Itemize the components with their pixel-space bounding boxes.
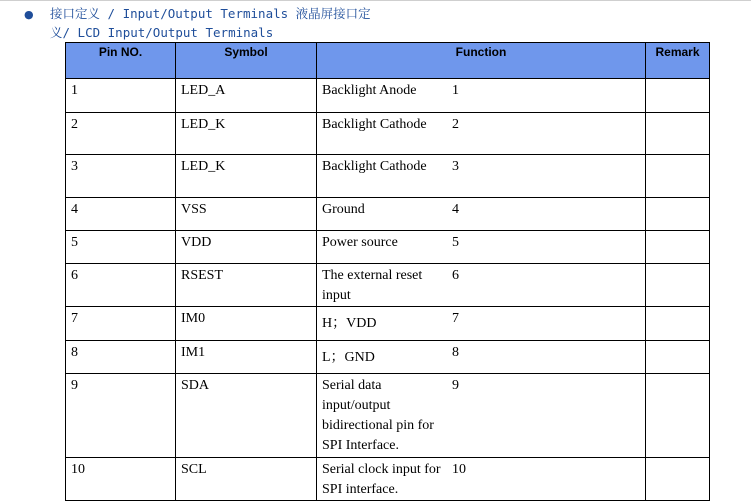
function-cell bbox=[317, 264, 646, 307]
function-text: Power source bbox=[322, 235, 398, 250]
function-number: 5 bbox=[452, 235, 459, 250]
function-text: Backlight Cathode bbox=[322, 159, 427, 174]
table-row bbox=[66, 341, 710, 374]
function-number: 1 bbox=[452, 83, 459, 98]
remark-cell bbox=[646, 341, 710, 374]
function-text: The external reset input bbox=[322, 268, 423, 303]
remark-cell bbox=[646, 155, 710, 198]
table-row bbox=[66, 155, 710, 198]
function-text: Backlight Anode bbox=[322, 83, 417, 98]
pin-cell: 6 bbox=[66, 264, 176, 307]
top-divider bbox=[0, 0, 751, 1]
pin-cell: 10 bbox=[66, 458, 176, 501]
function-cell bbox=[317, 341, 646, 374]
header-pin-no: Pin NO. bbox=[66, 43, 176, 79]
remark-cell bbox=[646, 458, 710, 501]
function-text: Serial clock input for SPI interface. bbox=[322, 462, 441, 497]
header-function: Function bbox=[317, 43, 646, 79]
pin-cell: 8 bbox=[66, 341, 176, 374]
function-cell bbox=[317, 374, 646, 458]
function-cell bbox=[317, 155, 646, 198]
header-remark: Remark bbox=[646, 43, 710, 79]
table-row bbox=[66, 374, 710, 458]
remark-cell bbox=[646, 198, 710, 231]
function-number: 8 bbox=[452, 345, 459, 360]
symbol-cell: LED_K bbox=[176, 155, 317, 198]
header-symbol: Symbol bbox=[176, 43, 317, 79]
function-cell bbox=[317, 113, 646, 155]
symbol-cell: SCL bbox=[176, 458, 317, 501]
function-text: Backlight Cathode bbox=[322, 117, 427, 132]
pin-cell: 4 bbox=[66, 198, 176, 231]
symbol-cell: LED_K bbox=[176, 113, 317, 155]
symbol-cell: VSS bbox=[176, 198, 317, 231]
symbol-cell: IM0 bbox=[176, 307, 317, 341]
table-row bbox=[66, 113, 710, 155]
symbol-cell: RSEST bbox=[176, 264, 317, 307]
remark-cell bbox=[646, 79, 710, 113]
table-row bbox=[66, 231, 710, 264]
remark-cell bbox=[646, 264, 710, 307]
table-row bbox=[66, 458, 710, 501]
heading-line-1: 接口定义 / Input/Output Terminals 液晶屏接口定 bbox=[50, 6, 371, 21]
pin-cell: 2 bbox=[66, 113, 176, 155]
function-cell bbox=[317, 198, 646, 231]
function-number: 9 bbox=[452, 378, 459, 393]
function-cell bbox=[317, 307, 646, 341]
table-row bbox=[66, 79, 710, 113]
remark-cell bbox=[646, 307, 710, 341]
table-header-row bbox=[66, 43, 710, 79]
function-number: 3 bbox=[452, 159, 459, 174]
symbol-cell: LED_A bbox=[176, 79, 317, 113]
table-row bbox=[66, 307, 710, 341]
function-number: 6 bbox=[452, 268, 459, 283]
symbol-cell: IM1 bbox=[176, 341, 317, 374]
table-row bbox=[66, 198, 710, 231]
bullet-icon: ● bbox=[24, 8, 34, 21]
remark-cell bbox=[646, 231, 710, 264]
function-number: 2 bbox=[452, 117, 459, 132]
symbol-cell: VDD bbox=[176, 231, 317, 264]
function-number: 10 bbox=[452, 462, 466, 477]
function-cell bbox=[317, 458, 646, 501]
pin-cell: 7 bbox=[66, 307, 176, 341]
table-row bbox=[66, 264, 710, 307]
function-text: Ground bbox=[322, 202, 365, 217]
remark-cell bbox=[646, 113, 710, 155]
pin-table bbox=[65, 42, 710, 501]
function-text: Serial data input/output bidirectional pin for SPI Interface. bbox=[322, 378, 434, 453]
function-text: L；GND bbox=[322, 350, 375, 365]
heading-line-2: 义/ LCD Input/Output Terminals bbox=[50, 25, 274, 40]
function-text: H；VDD bbox=[322, 316, 377, 331]
function-number: 4 bbox=[452, 202, 459, 217]
function-cell bbox=[317, 79, 646, 113]
pin-cell: 9 bbox=[66, 374, 176, 458]
pin-cell: 5 bbox=[66, 231, 176, 264]
remark-cell bbox=[646, 374, 710, 458]
pin-cell: 1 bbox=[66, 79, 176, 113]
symbol-cell: SDA bbox=[176, 374, 317, 458]
function-number: 7 bbox=[452, 311, 459, 326]
section-heading bbox=[24, 4, 724, 43]
pin-cell: 3 bbox=[66, 155, 176, 198]
function-cell bbox=[317, 231, 646, 264]
